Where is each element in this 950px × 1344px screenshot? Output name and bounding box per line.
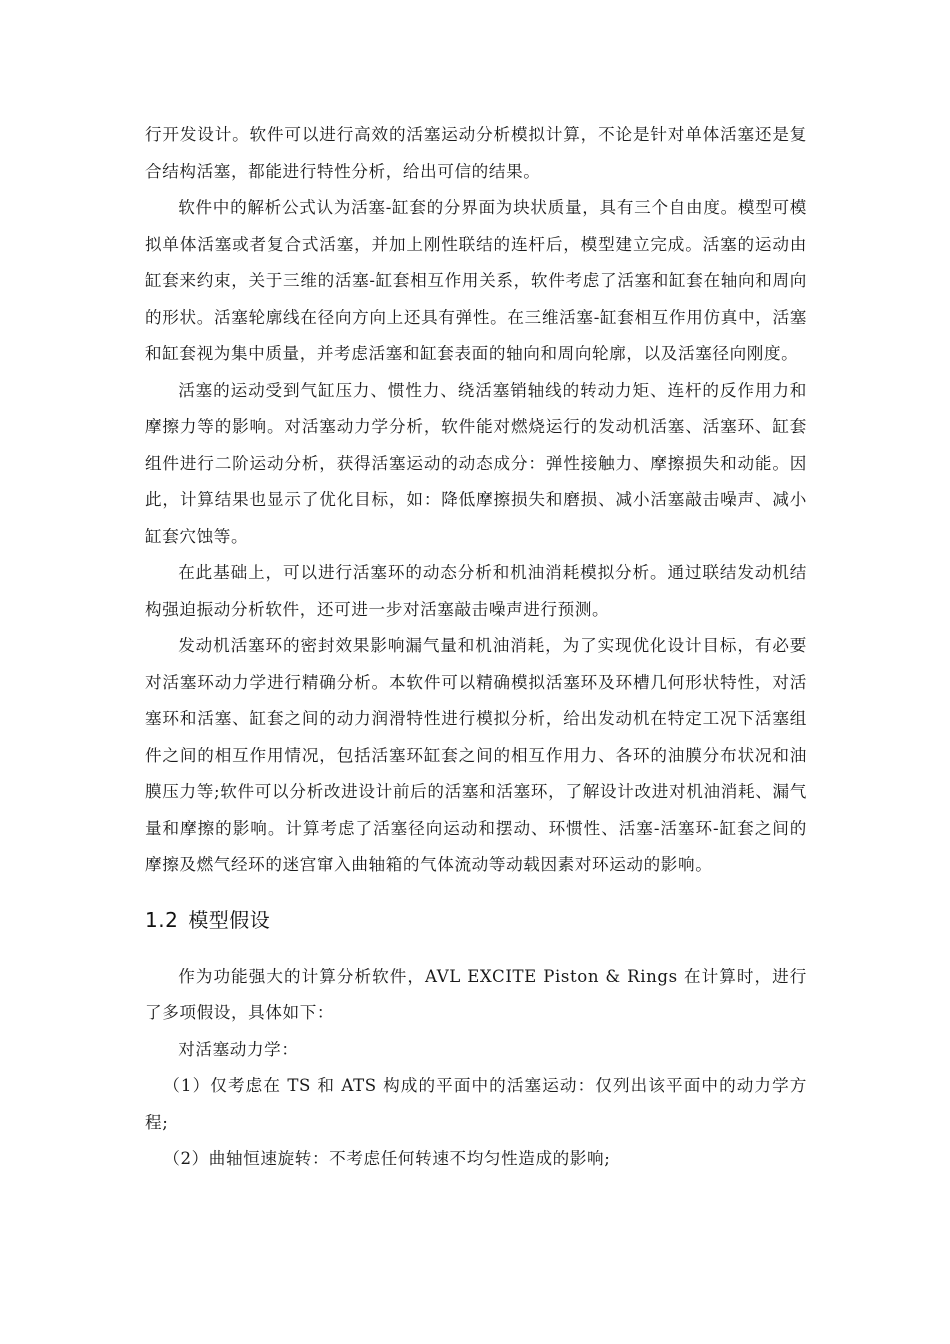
section-heading bbox=[145, 905, 807, 935]
section-title: 模型假设 bbox=[188, 907, 271, 932]
page-content bbox=[145, 117, 807, 1178]
paragraph-ring-dynamics-basis: 在此基础上，可以进行活塞环的动态分析和机油消耗模拟分析。通过联结发动机结构强迫振动分析软件，还可进一步对活塞敲击噪声进行预测。 bbox=[145, 563, 807, 619]
list-item-assumption-1: （1）仅考虑在 TS 和 ATS 构成的平面中的活塞运动：仅列出该平面中的动力学方程; bbox=[145, 1076, 807, 1132]
paragraph-piston-motion: 活塞的运动受到气缸压力、惯性力、绕活塞销轴线的转动力矩、连杆的反作用力和摩擦力等的影响。对活塞动力学分析，软件能对燃烧运行的发动机活塞、活塞环、缸套组件进行二阶运动分析，获得活塞运动的动态成分：弹性接触力、摩擦损失和动能。因此，计算结果也显示了优化目标，如：降低摩擦损失和磨损、减小活塞敲击噪声、减小缸套穴蚀等。 bbox=[145, 380, 807, 546]
paragraph-ring-sealing: 发动机活塞环的密封效果影响漏气量和机油消耗，为了实现优化设计目标，有必要对活塞环动力学进行精确分析。本软件可以精确模拟活塞环及环槽几何形状特性，对活塞环和活塞、缸套之间的动力润滑特性进行模拟分析，给出发动机在特定工况下活塞组件之间的相互作用情况，包括活塞环缸套之间的相互作用力、各环的油膜分布状况和油膜压力等;软件可以分析改进设计前后的活塞和活塞环，了解设计改进对机油消耗、漏气量和摩擦的影响。计算考虑了活塞径向运动和摆动、环惯性、活塞-活塞环-缸套之间的摩擦及燃气经环的迷宫窜入曲轴箱的气体流动等动载因素对环运动的影响。 bbox=[145, 636, 807, 874]
paragraph-assumptions-intro: 作为功能强大的计算分析软件，AVL EXCITE Piston & Rings 在计算时，进行了多项假设，具体如下： bbox=[145, 966, 807, 1022]
paragraph-continuation: 行开发设计。软件可以进行高效的活塞运动分析模拟计算，不论是针对单体活塞还是复合结构活塞，都能进行特性分析，给出可信的结果。 bbox=[145, 125, 807, 181]
section-number: 1.2 bbox=[145, 907, 179, 932]
paragraph-piston-dynamics-label: 对活塞动力学： bbox=[178, 1039, 299, 1059]
paragraph-analytic-formula: 软件中的解析公式认为活塞-缸套的分界面为块状质量，具有三个自由度。模型可模拟单体活塞或者复合式活塞，并加上刚性联结的连杆后，模型建立完成。活塞的运动由缸套来约束，关于三维的活塞-缸套相互作用关系，软件考虑了活塞和缸套在轴向和周向的形状。活塞轮廓线在径向方向上还具有弹性。在三维活塞-缸套相互作用仿真中，活塞和缸套视为集中质量，并考虑活塞和缸套表面的轴向和周向轮廓，以及活塞径向刚度。 bbox=[145, 198, 807, 363]
list-item-assumption-2: （2）曲轴恒速旋转：不考虑任何转速不均匀性造成的影响; bbox=[163, 1149, 611, 1168]
